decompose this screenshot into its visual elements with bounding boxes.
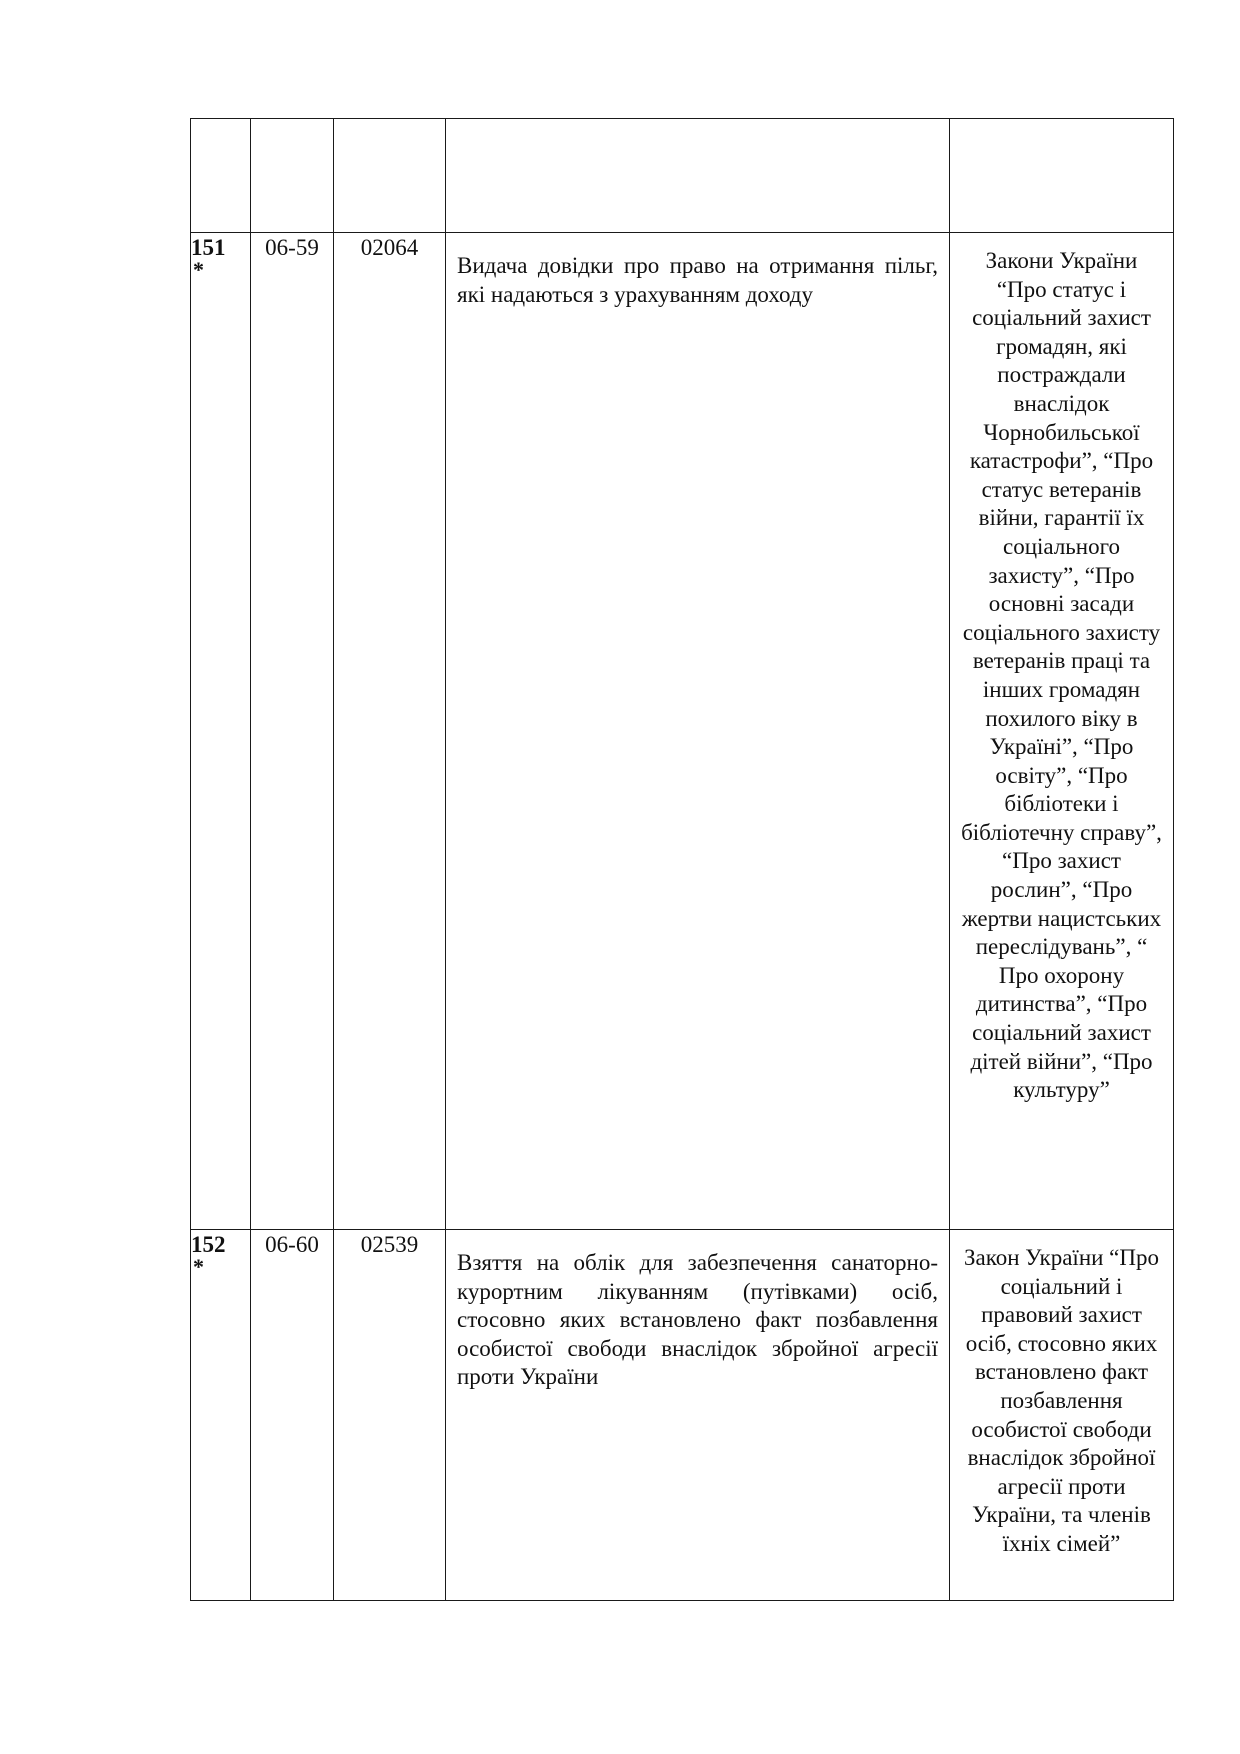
- row-number: 151: [191, 235, 226, 260]
- table-row: [191, 1230, 1174, 1601]
- service-name-cell: [446, 233, 950, 1230]
- row-number-cell: [191, 1230, 251, 1601]
- code2-cell: [334, 1230, 446, 1601]
- code2-value: 02539: [360, 1232, 419, 1257]
- code2-value: 02064: [360, 235, 419, 260]
- code2-cell: [334, 233, 446, 1230]
- code1-cell: [251, 1230, 334, 1601]
- service-name: Видача довідки про право на отримання пільг, які надаються з урахуванням доходу: [457, 253, 938, 307]
- empty-cell-code1: [251, 119, 334, 233]
- row-mark: *: [193, 1254, 204, 1279]
- empty-cell-service: [446, 119, 950, 233]
- legal-basis: Закони України “Про статус і соціальний захист громадян, які постраждали внаслідок Чорнобильської катастрофи”, “Про статус ветеранів війни, гарантії їх соціального захисту”, “Про основні засади соціального захисту ветеранів праці та інших громадян похилого віку в Україні”, “Про освіту”, “Про бібліотеки і бібліотечну справу”, “Про захист рослин”, “Про жертви нацистських переслідувань”, “ Про охорону дитинства”, “Про соціальний захист дітей війни”, “Про культуру”: [961, 248, 1162, 1103]
- table-row: [191, 233, 1174, 1230]
- service-name: Взяття на облік для забезпечення санаторно-курортним лікуванням (путівками) осіб, стосовно яких встановлено факт позбавлення особистої свободи внаслідок збройної агресії проти України: [457, 1250, 938, 1390]
- code1-value: 06-59: [265, 235, 319, 260]
- legal-basis-cell: [950, 1230, 1174, 1601]
- services-table: [190, 118, 1174, 1601]
- row-number: 152: [191, 1232, 226, 1257]
- table-row-continuation: [191, 119, 1174, 233]
- legal-basis-cell: [950, 233, 1174, 1230]
- code1-value: 06-60: [265, 1232, 319, 1257]
- service-name-cell: [446, 1230, 950, 1601]
- legal-basis: Закон України “Про соціальний і правовий захист осіб, стосовно яких встановлено факт позбавлення особистої свободи внаслідок збройної агресії проти України, та членів їхніх сімей”: [963, 1245, 1160, 1556]
- empty-cell-legal-basis: [950, 119, 1174, 233]
- row-number-cell: [191, 233, 251, 1230]
- code1-cell: [251, 233, 334, 1230]
- empty-cell-number: [191, 119, 251, 233]
- row-mark: *: [193, 257, 204, 282]
- empty-cell-code2: [334, 119, 446, 233]
